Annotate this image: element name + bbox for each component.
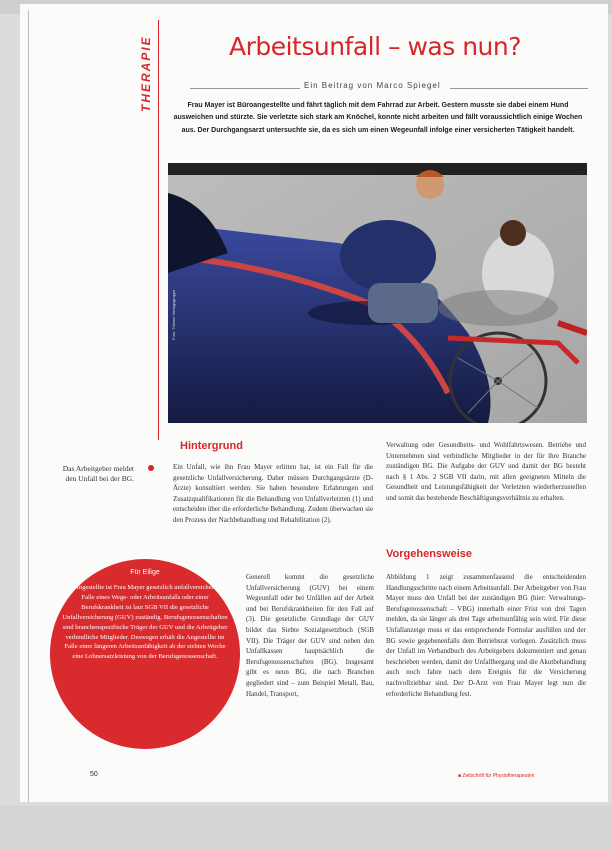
hintergrund-paragraph-1: Ein Unfall, wie ihn Frau Mayer erlitten hat, ist ein Fall für die gesetzliche Unfallversicherung. Daher müssen Durchgangsärzte (D-Ärzte) konsultiert werden. Sie haben besondere Erfahrungen und Zusatzqualifikationen für die Behandlung von Unfallverletzten (1) und entscheiden über die erforderliche Behandlung. Zudem überwachen sie den Prozess der Nachbehandlung und Rehabilitation (2). [173,463,373,524]
hintergrund-paragraph-2: Generell kommt die gesetzliche Unfallversicherung (GUV) bei einem Wegeunfall oder bei Unfällen auf der Arbeit und bei Berufskrankheiten für den Fall auf (3). Die gesetzliche Grundlage der GUV bildet das Siebte Sozialgesetzbuch (SGB VII). Die Träger der GUV sind neben den Unfallkassen hauptsächlich die Berufsgenossenschaften (BG). Insgesamt gibt es neun BG, die nach Branchen gegliedert sind – zum Beispiel Metall, Bau, Handel, Transport, [246,573,374,698]
byline-row [190,81,588,95]
vorgehensweise-text [386,572,586,699]
journal-title: Zeitschrift für Physiotherapeuten [462,773,535,779]
footer-mark-icon: ■ [458,773,462,779]
byline-rule-left [190,88,305,89]
margin-note-bullet [148,465,154,471]
hintergrund-text-continued [246,572,374,699]
heading-hintergrund: Hintergrund [180,440,243,452]
vorgehensweise-paragraph: Abbildung 1 zeigt zusammenfassend die entscheidenden Handlungsschritte nach einem Arbeitsunfall. Der Arbeitgeber von Frau Mayer muss den Unfall bei der zuständigen BG (hier: Verwaltungs-Berufsgenossenschaft – VBG) innerhalb einer Frist von drei Tagen melden, da sie länger als drei Tage arbeitsunfähig sein wird. Für diese Unfallanzeige muss er das entsprechende Formular ausfüllen und der BG sowie gegebenenfalls dem Betriebsrat vorlegen. Zusätzlich muss der Unfall im Verbandbuch des Arbeitgebers dokumentiert und genau beschrieben werden, damit der Unfallhergang und die Akutbehandlung auch noch Jahre nach dem Ereignis für die Versicherung nachvollziehbar sind. Der D-Arzt von Frau Mayer legt nun die erforderliche Behandlung fest. [386,573,586,698]
margin-note: Das Arbeitgeber meldet den Unfall bei der BG. [62,464,134,483]
byline: Ein Beitrag von Marco Spiegel [300,81,445,90]
hintergrund-paragraph-3: Verwaltung oder Gesundheits- und Wohlfahrtswesen. Betriebe und Unternehmen sind verbindliche Mitglieder in der für ihre Branche zuständigen BG. Die Aufgabe der GUV und damit der BG besteht nach § 1 Abs. 2 SGB VII darin, mit allen geeigneten Mitteln die Gesundheit und Leistungsfähigkeit der Verletzten wiederherzustellen und somit das bestehende Beschäftigungsverhältnis zu erhalten. [386,441,586,502]
page-number: 50 [90,771,98,778]
heading-vorgehensweise: Vorgehensweise [386,548,472,560]
photo-credit: Foto: Thieme Verlagsgruppe [171,289,176,340]
scan-bottom-band [0,806,612,850]
byline-rule-right [450,88,588,89]
article-photo [168,163,587,423]
hintergrund-text-right [386,440,586,504]
hintergrund-text [173,462,373,526]
lead-paragraph: Frau Mayer ist Büroangestellte und fährt täglich mit dem Fahrrad zur Arbeit. Gestern musste sie dabei einem Hund ausweichen und stürzte. Sie verletzte sich stark am Knöchel, konnte nicht arbeiten und fällt voraussichtlich einige Wochen aus. Der Durchgangsarzt untersuchte sie, da es sich um einen Wegeunfall infolge einer versicherten Tätigkeit handelt. [173,102,583,134]
journal-name [458,773,534,779]
article-title: Arbeitsunfall – was nun? [228,32,522,61]
section-rule [158,20,159,440]
info-box-text: Als Angestellte ist Frau Mayer gesetzlich unfallversichert. Im Falle eines Wege- oder Arbeitsunfalls oder einer Berufskrankheit ist laut SGB VII die gesetzliche Unfallversicherung (GUV) zuständig. Berufsgenossenschaften sind branchenspezifische Träger der GUV und die Arbeitgeber verbindliche Mitglieder. Deswegen erhält die Angestellte im Falle einer längeren Arbeitsunfähigkeit ab der siebten Woche eine Lohnersatzleistung von der Berufsgenossenschaft. [62,584,228,661]
info-box-title: Für Eilige [130,569,160,576]
section-label: THERAPIE [139,35,153,112]
photo-illustration [168,163,587,423]
